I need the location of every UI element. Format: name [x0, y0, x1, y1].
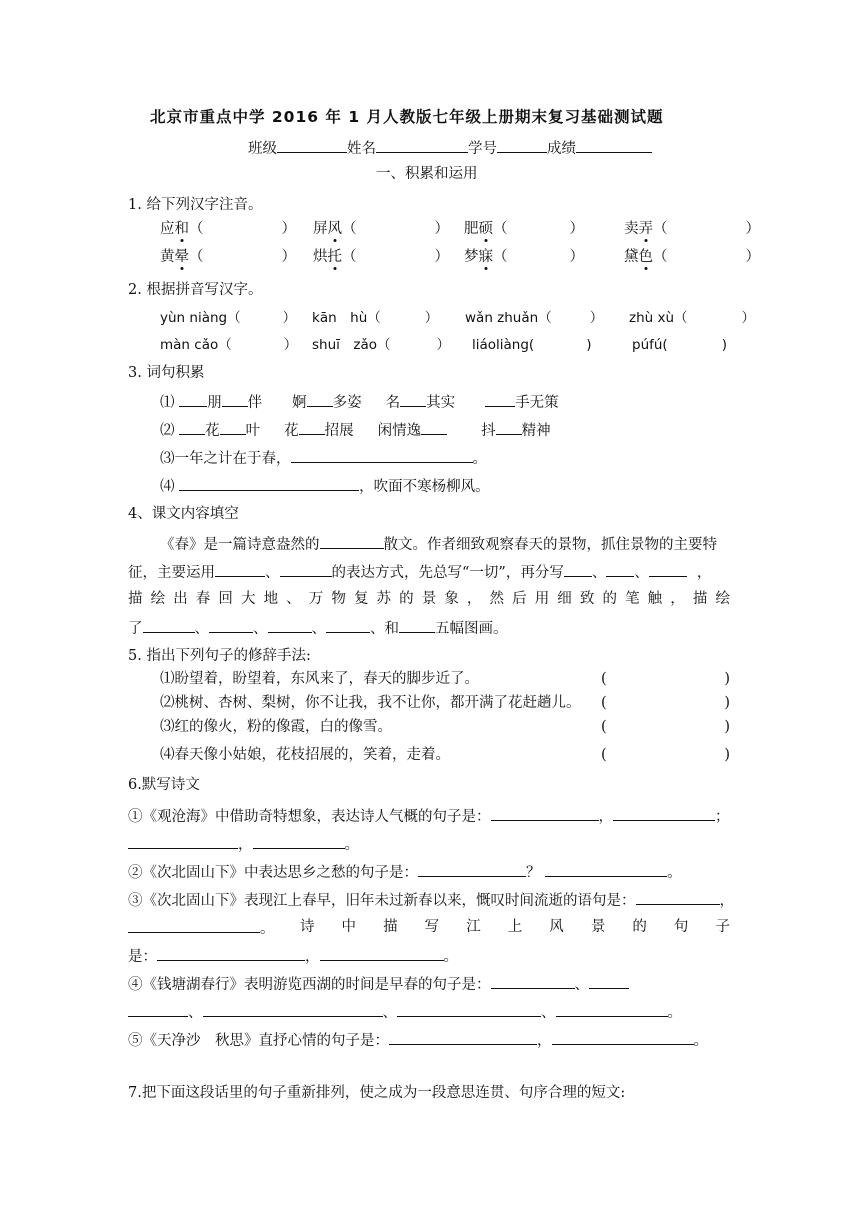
q6-item3-cont2: 是： ， 。	[128, 946, 458, 966]
q4-char: 细	[557, 591, 572, 607]
q2-item: wǎn zhuǎn（ ）	[465, 310, 604, 326]
q3-line3: ⑶一年之计在于春， 。	[160, 448, 487, 468]
q4-char: 春	[195, 591, 211, 607]
q4-char: 致	[579, 591, 595, 607]
q4-char: 、	[286, 591, 301, 607]
q6-item5: ⑤《天净沙 秋思》直抒心情的句子是： ， 。	[128, 1030, 708, 1050]
q3-heading: 3. 词句积累	[128, 365, 205, 381]
q4-para-line3	[128, 590, 730, 608]
q4-char: 出	[173, 591, 188, 607]
q2-item: shuī zǎo（ ）	[312, 337, 451, 353]
q4-char: 象	[444, 591, 459, 607]
q6-char: 的	[632, 919, 647, 935]
q2-item: yùn niàng（ ）	[160, 310, 297, 326]
q6-char: 风	[549, 919, 564, 935]
q3-line2: ⑵ 花 叶 花 招展 闲情逸 抖 精神	[160, 420, 551, 440]
q2-item: liáoliàng( )	[472, 337, 592, 353]
score-blank	[576, 138, 652, 153]
score-label: 成绩	[547, 141, 576, 157]
class-label: 班级	[248, 141, 277, 157]
q4-char: 地	[263, 591, 279, 607]
q4-char: 复	[353, 591, 369, 607]
q4-char: 苏	[376, 591, 392, 607]
q4-char: ，	[670, 591, 685, 607]
q6-item1-cont: ， 。	[128, 834, 359, 854]
q6-char: 中	[341, 919, 357, 935]
q4-char: 万	[308, 591, 324, 607]
q6-item3: ③《次北固山下》表现江上春早，旧年未过新春以来，慨叹时间流逝的语句是： ，	[128, 890, 734, 910]
q4-para-line1: 《春》是一篇诗意盎然的 散文。作者细致观察春天的景物，抓住景物的主要特	[160, 534, 717, 554]
q6-item2: ②《次北固山下》中表达思乡之愁的句子是： ？ 。	[128, 862, 682, 882]
q6-char: 子	[715, 919, 730, 935]
q6-item1: ①《观沧海》中借助奇特想象，表达诗人气概的句子是： ， ；	[128, 806, 730, 826]
q2-item: zhù xù（ ）	[629, 310, 756, 326]
q1-item: 卖弄（ ）	[624, 221, 760, 237]
q4-char: 后	[512, 591, 527, 607]
q1-item: 肥硕（ ）	[464, 221, 584, 237]
q1-item: 黛色（ ）	[624, 249, 760, 265]
q2-row2	[160, 336, 727, 354]
q6-char: 上	[507, 919, 523, 935]
name-label: 姓名	[347, 141, 376, 157]
q7-heading: 7.把下面这段话里的句子重新排列，使之成为一段意思连贯、句序合理的短文:	[128, 1085, 626, 1101]
q6-char: 写	[424, 919, 440, 935]
q4-char: 用	[534, 591, 550, 607]
q4-char: 描	[128, 591, 143, 607]
id-label: 学号	[468, 141, 497, 157]
q1-heading: 1. 给下列汉字注音。	[128, 197, 263, 213]
q4-char: 绘	[150, 591, 166, 607]
q6-item3-cont: 。 诗 中 描 写 江 上 风 景 的 句 子	[128, 918, 730, 938]
q3-line4: ⑷ ，吹面不寒杨柳风。	[160, 476, 490, 496]
q4-char: 触	[647, 591, 663, 607]
q6-char: 句	[673, 919, 689, 935]
q6-item4-cont: 、 、 、 。	[128, 1002, 682, 1022]
q5-item: ⑴盼望着，盼望着，东风来了，春天的脚步近了。 ( )	[160, 671, 730, 687]
q4-char: 物	[331, 591, 346, 607]
q1-item: 梦寐（ ）	[464, 249, 584, 265]
q6-char: 诗	[300, 919, 315, 935]
q4-para-line4: 了 、 、 、 、和 五幅图画。	[128, 618, 508, 638]
q6-heading: 6.默写诗文	[128, 777, 200, 793]
q2-row1	[160, 309, 755, 327]
q4-char: 描	[692, 591, 708, 607]
q4-heading: 4、课文内容填空	[128, 506, 239, 522]
q1-item: 屏风（ ）	[313, 221, 449, 237]
q6-char: 江	[466, 919, 481, 935]
q1-item: 烘托（ ）	[313, 249, 449, 265]
student-info-line	[248, 138, 652, 158]
section-heading: 一、积累和运用	[376, 166, 478, 182]
q2-heading: 2. 根据拼音写汉字。	[128, 282, 263, 298]
q1-item: 黄晕（ ）	[160, 249, 296, 265]
q3-line1: ⑴ 朋 伴 婀 多姿 名 其实 手无策	[160, 392, 559, 412]
q4-char: 景	[421, 591, 437, 607]
q5-item: ⑶红的像火，粉的像霞，白的像雪。 ( )	[160, 719, 730, 735]
q5-item: ⑵桃树、杏树、梨树，你不让我，我不让你，都开满了花赶趟儿。 ( )	[160, 695, 730, 711]
q2-item: màn cǎo（ ）	[160, 337, 298, 353]
q1-item: 应和（ ）	[160, 221, 296, 237]
q2-item: kān hù（ ）	[312, 310, 439, 326]
page-title: 北京市重点中学 2016 年 1 月人教版七年级上册期末复习基础测试题	[150, 108, 664, 126]
q5-heading: 5. 指出下列句子的修辞手法:	[128, 648, 311, 664]
q4-char: 大	[240, 591, 256, 607]
q4-char: 绘	[715, 591, 730, 607]
q4-char: 的	[399, 591, 414, 607]
q2-item: púfú( )	[632, 337, 727, 353]
q6-char: 描	[383, 919, 398, 935]
class-blank	[277, 138, 347, 153]
q6-item4: ④《钱塘湖春行》表明游览西湖的时间是早春的句子是： 、	[128, 974, 629, 994]
q6-char: 景	[590, 919, 606, 935]
name-blank	[376, 138, 468, 153]
q4-para-line2: 征，主要运用 、 的表达方式，先总写“一切”，再分写 、 、 ，	[128, 562, 730, 582]
q5-item: ⑷春天像小姑娘，花枝招展的，笑着，走着。 ( )	[160, 747, 730, 763]
q4-char: 的	[602, 591, 617, 607]
q4-char: ，	[466, 591, 482, 607]
id-blank	[497, 138, 547, 153]
q4-char: 然	[489, 591, 504, 607]
q4-char: 回	[218, 591, 233, 607]
q4-char: 笔	[625, 591, 640, 607]
